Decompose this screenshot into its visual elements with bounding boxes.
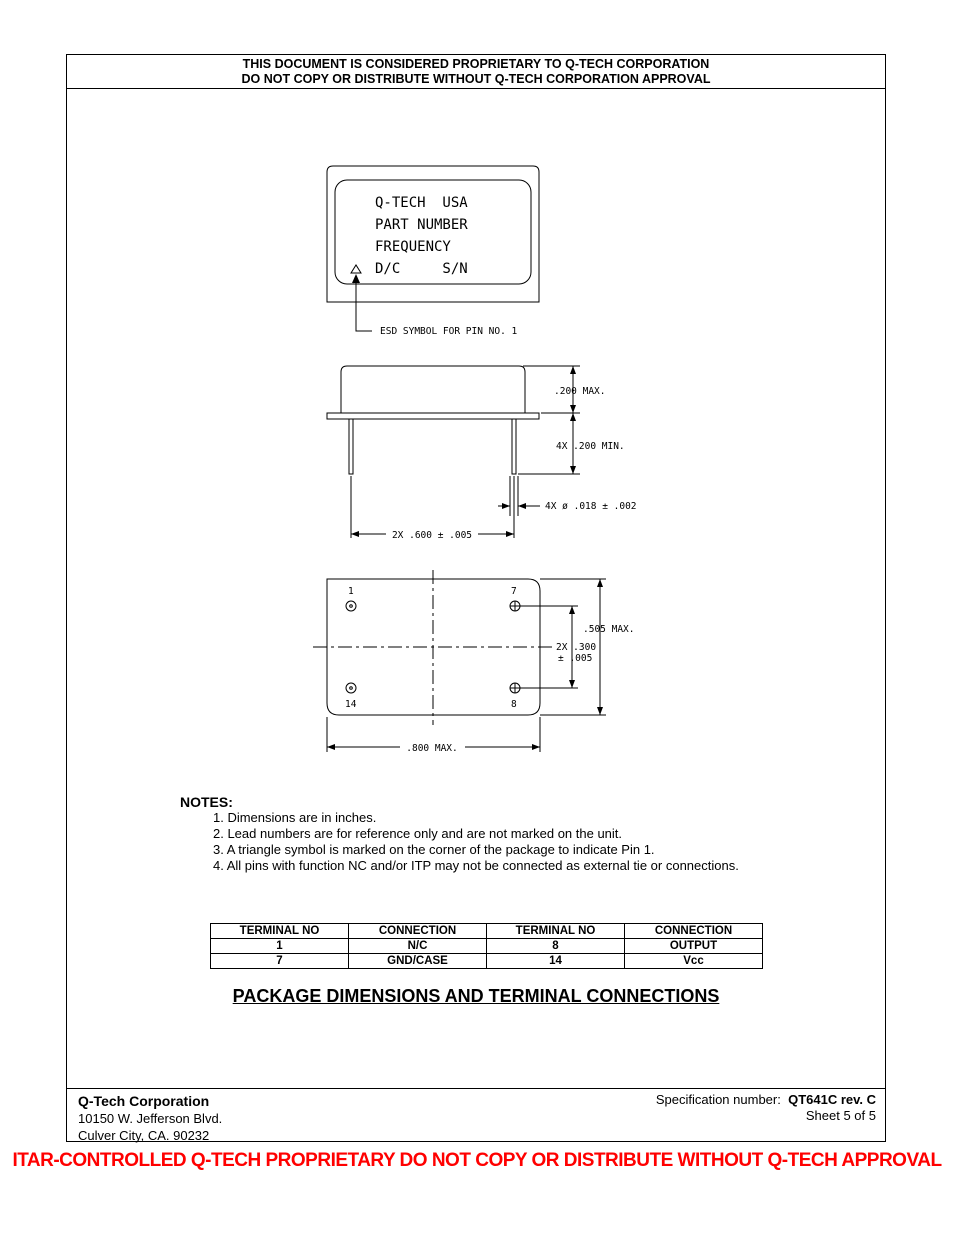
dim-lead-spacing: 2X .600 ± .005	[391, 530, 473, 541]
table-header-row	[211, 924, 763, 939]
esd-label: ESD SYMBOL FOR PIN NO. 1	[380, 326, 518, 337]
marking-line-1: Q-TECH USA	[375, 195, 468, 211]
proprietary-header	[67, 55, 885, 89]
col-connection: CONNECTION	[625, 924, 763, 939]
col-connection: CONNECTION	[349, 924, 487, 939]
spec-label: Specification number:	[655, 1092, 781, 1107]
note-item: 1. Dimensions are in inches.	[213, 810, 377, 825]
dim-pin-spacing-2: ± .005	[558, 653, 593, 664]
notes-section	[180, 794, 739, 874]
col-terminal-no: TERMINAL NO	[487, 924, 625, 939]
notes-list	[180, 810, 739, 874]
marking-line-3: FREQUENCY	[375, 239, 451, 255]
table-cell: 8	[487, 939, 625, 954]
terminal-connections-table	[210, 923, 763, 969]
figure-caption	[66, 986, 886, 1007]
caption-text: PACKAGE DIMENSIONS AND TERMINAL CONNECTIONS	[232, 986, 720, 1006]
dim-width: .800 MAX.	[406, 743, 458, 754]
itar-warning: ITAR-CONTROLLED Q-TECH PROPRIETARY DO NOT COPY OR DISTRIBUTE WITHOUT Q-TECH APPROVAL	[12, 1150, 942, 1171]
dim-lead-length: 4X .200 MIN.	[556, 441, 625, 452]
table-row	[211, 954, 763, 969]
dim-depth: .505 MAX.	[583, 624, 635, 635]
spec-number: QT641C rev. C	[788, 1092, 876, 1107]
note-item: 4. All pins with function NC and/or ITP may not be connected as external tie or connections.	[213, 858, 739, 873]
col-terminal-no: TERMINAL NO	[211, 924, 349, 939]
dim-height: .200 MAX.	[554, 386, 606, 397]
pin-1-label: 1	[348, 586, 354, 597]
dim-lead-dia: 4X ø .018 ± .002	[545, 501, 637, 512]
company-block	[78, 1093, 222, 1144]
address-line-2: Culver City, CA. 90232	[78, 1128, 210, 1143]
marking-line-4: D/C S/N	[375, 261, 468, 277]
table-cell: N/C	[349, 939, 487, 954]
marking-line-2: PART NUMBER	[375, 217, 468, 233]
pin-8-label: 8	[511, 699, 517, 710]
company-name: Q-Tech Corporation	[78, 1093, 210, 1109]
pin-14-label: 14	[345, 699, 357, 710]
note-item: 2. Lead numbers are for reference only and are not marked on the unit.	[213, 826, 623, 841]
note-item: 3. A triangle symbol is marked on the corner of the package to indicate Pin 1.	[213, 842, 655, 857]
package-drawing	[66, 90, 886, 790]
table-cell: 7	[211, 954, 349, 969]
side-view	[327, 366, 580, 538]
spec-block	[656, 1092, 876, 1124]
table-cell: OUTPUT	[625, 939, 763, 954]
table-cell: GND/CASE	[349, 954, 487, 969]
pin1-triangle-icon	[351, 265, 361, 273]
table-row	[211, 939, 763, 954]
header-line-1: THIS DOCUMENT IS CONSIDERED PROPRIETARY TO Q-TECH CORPORATION	[242, 57, 710, 71]
sheet-number: Sheet 5 of 5	[805, 1108, 876, 1123]
header-line-2: DO NOT COPY OR DISTRIBUTE WITHOUT Q-TECH CORPORATION APPROVAL	[241, 72, 711, 86]
table-cell: Vcc	[625, 954, 763, 969]
table-cell: 14	[487, 954, 625, 969]
dim-pin-spacing-1: 2X .300	[556, 642, 597, 653]
notes-title: NOTES:	[180, 794, 233, 810]
pin-7-label: 7	[511, 586, 517, 597]
address-line-1: 10150 W. Jefferson Blvd.	[78, 1111, 223, 1126]
table-cell: 1	[211, 939, 349, 954]
footer	[66, 1088, 886, 1142]
